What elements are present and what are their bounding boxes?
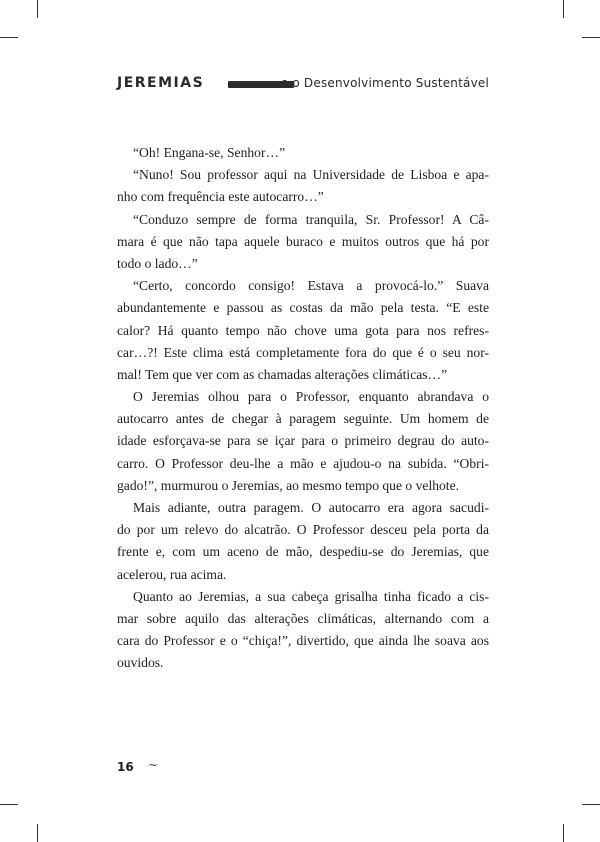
text-line: frente e, com um aceno de mão, despediu-se do Jeremias, que: [117, 544, 489, 560]
crop-mark: [582, 37, 600, 38]
text-line: gado!”, murmurou o Jeremias, ao mesmo tempo que o velhote.: [117, 477, 460, 493]
crop-mark: [563, 824, 564, 842]
text-line: idade esforçava-se para se içar para o primeiro degrau do auto-: [117, 433, 489, 449]
text-line: nho com frequência este autocarro…”: [117, 189, 324, 205]
crop-mark: [563, 0, 564, 18]
text-line: abundantemente e passou as costas da mão pela testa. “E este: [117, 300, 489, 316]
text-line: ouvidos.: [117, 655, 164, 671]
text-line: acelerou, rua acima.: [117, 566, 227, 582]
crop-mark: [0, 37, 18, 38]
text-line: Quanto ao Jeremias, a sua cabeça grisalha tinha ficado a cis-: [133, 588, 489, 604]
text-line: mal! Tem que ver com as chamadas alterações climáticas…”: [117, 366, 448, 382]
text-line: mar sobre aquilo das alterações climáticas, alternando com a: [117, 610, 489, 626]
running-head: [117, 74, 489, 98]
text-line: Mais adiante, outra paragem. O autocarro era agora sacudi-: [133, 500, 489, 515]
text-line: mara é que não tapa aquele buraco e muitos outros que há por: [117, 233, 489, 249]
book-subtitle: e o Desenvolvimento Sustentável: [280, 76, 489, 90]
text-line: calor? Há quanto tempo não chove uma gota para nos refres-: [117, 322, 489, 338]
text-line: O Jeremias olhou para o Professor, enquanto abrandava o: [133, 389, 489, 405]
text-line: todo o lado…”: [117, 255, 198, 271]
book-title: JEREMIAS: [117, 75, 205, 91]
crop-mark: [0, 804, 18, 805]
crop-mark: [37, 824, 38, 842]
text-line: do por um relevo do alcatrão. O Professor desceu pela porta da: [117, 522, 489, 538]
crop-mark: [582, 804, 600, 805]
text-line: “Conduzo sempre de forma tranquila, Sr. Professor! A Câ-: [133, 211, 489, 227]
folio-ornament: ~: [148, 758, 159, 772]
text-line: car…?! Este clima está completamente fora do que é o seu nor-: [117, 344, 489, 360]
text-line: carro. O Professor deu-lhe a mão e ajudou-o na subida. “Obri-: [117, 455, 489, 471]
text-line: “Nuno! Sou professor aqui na Universidade de Lisboa e apa-: [133, 167, 489, 183]
crop-mark: [37, 0, 38, 18]
text-line: cara do Professor e o “chiça!”, divertido, que ainda lhe soava aos: [117, 633, 489, 649]
text-line: autocarro antes de chegar à paragem seguinte. Um homem de: [117, 411, 489, 427]
page-number: 16: [117, 760, 134, 774]
text-line: “Oh! Engana-se, Senhor…”: [133, 145, 286, 160]
body-text: [117, 142, 489, 675]
text-line: “Certo, concordo consigo! Estava a provocá-lo.” Suava: [133, 278, 489, 294]
